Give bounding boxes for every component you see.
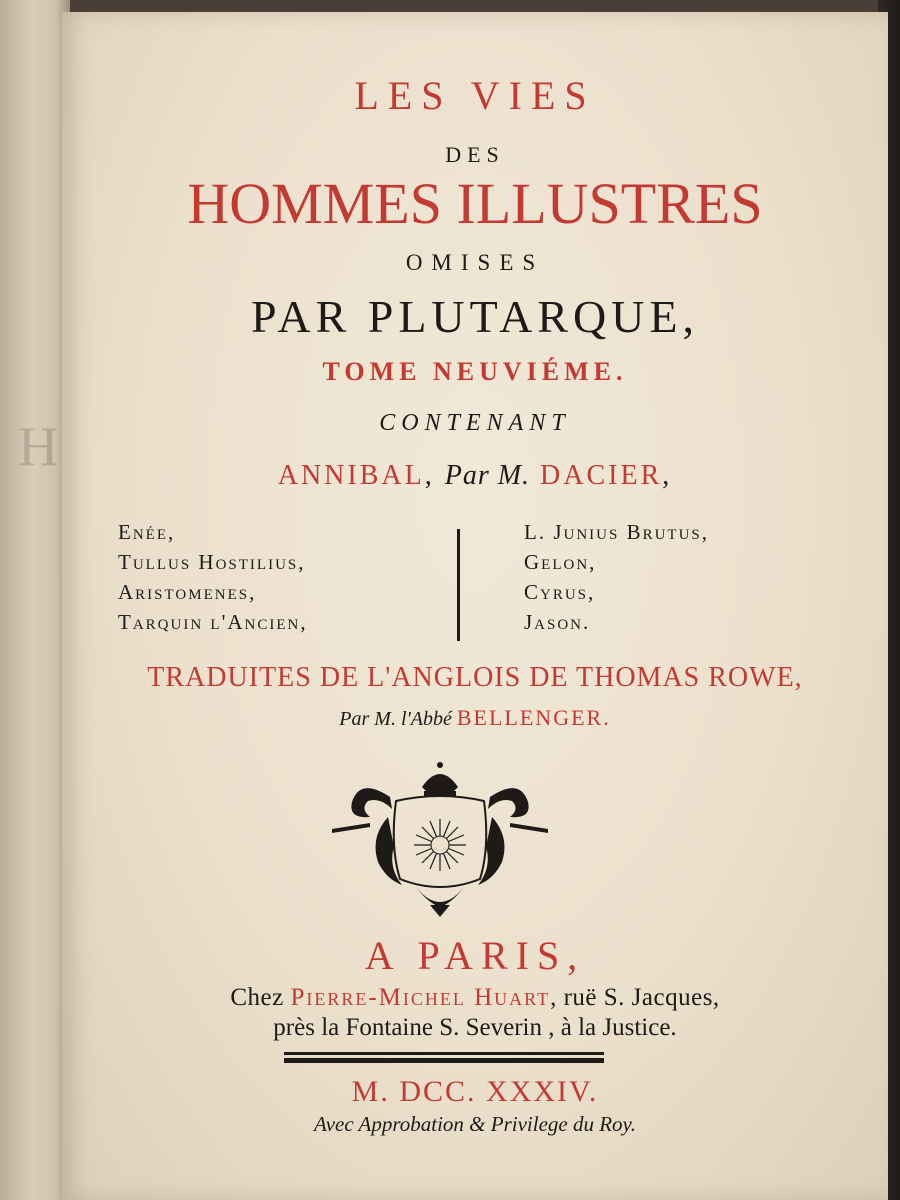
contents-item: L. Junius Brutus, <box>524 520 710 544</box>
title-page <box>62 12 888 1200</box>
imprint-year: M. DCC. XXXIV. <box>351 1075 599 1108</box>
annibal-author: DACIER <box>540 460 663 491</box>
title-par-plutarque: PAR PLUTARQUE, <box>250 291 700 342</box>
imprint-city: A PARIS, <box>364 933 586 978</box>
facing-page <box>0 0 70 1200</box>
imprint-printer-line <box>62 984 888 1012</box>
translation-line: TRADUITES DE L'ANGLOIS DE THOMAS ROWE, <box>147 662 803 693</box>
crowned-sunburst-cartouche-icon <box>330 757 550 917</box>
annibal-end: , <box>662 460 673 491</box>
imprint-privilege: Avec Approbation & Privilege du Roy. <box>314 1112 636 1136</box>
volume-label: TOME NEUVIÉME. <box>322 357 628 386</box>
contenant-label: CONTENANT <box>379 410 571 436</box>
contents-item: Aristomenes, <box>118 580 257 604</box>
contents-item: Tarquin l'Ancien, <box>118 610 308 634</box>
annibal-name: ANNIBAL <box>277 460 425 491</box>
show-through-letters: H <box>18 416 59 478</box>
rule-thick <box>284 1058 604 1063</box>
title-les-vies: LES VIES <box>354 73 596 118</box>
annibal-sep: , <box>424 460 435 491</box>
imprint-location: près la Fontaine S. Severin , à la Justice. <box>273 1014 677 1041</box>
contents-item: Jason. <box>524 610 591 634</box>
title-des: DES <box>445 142 505 167</box>
contents-right <box>524 517 709 637</box>
imprint-chez: Chez <box>230 984 284 1011</box>
contents-left <box>118 517 308 637</box>
double-rule <box>284 1052 604 1063</box>
translator-name: BELLENGER. <box>456 705 611 730</box>
imprint-printer: Pierre-Michel Huart <box>290 984 551 1011</box>
annibal-par: Par M. <box>444 460 531 491</box>
rule-thin <box>284 1052 604 1055</box>
contents-item: Tullus Hostilius, <box>118 550 306 574</box>
contents-columns <box>62 517 888 642</box>
title-hommes-illustres: HOMMES ILLUSTRES <box>187 171 763 236</box>
translator-par: Par M. l'Abbé <box>339 708 452 730</box>
imprint-address: , ruë S. Jacques, <box>550 984 720 1011</box>
contents-item: Cyrus, <box>524 580 596 604</box>
translator-line <box>62 705 888 731</box>
annibal-line <box>62 460 888 492</box>
contents-item: Enée, <box>118 520 176 544</box>
column-divider <box>457 529 460 641</box>
title-omises: OMISES <box>405 250 545 275</box>
contents-item: Gelon, <box>524 550 597 574</box>
